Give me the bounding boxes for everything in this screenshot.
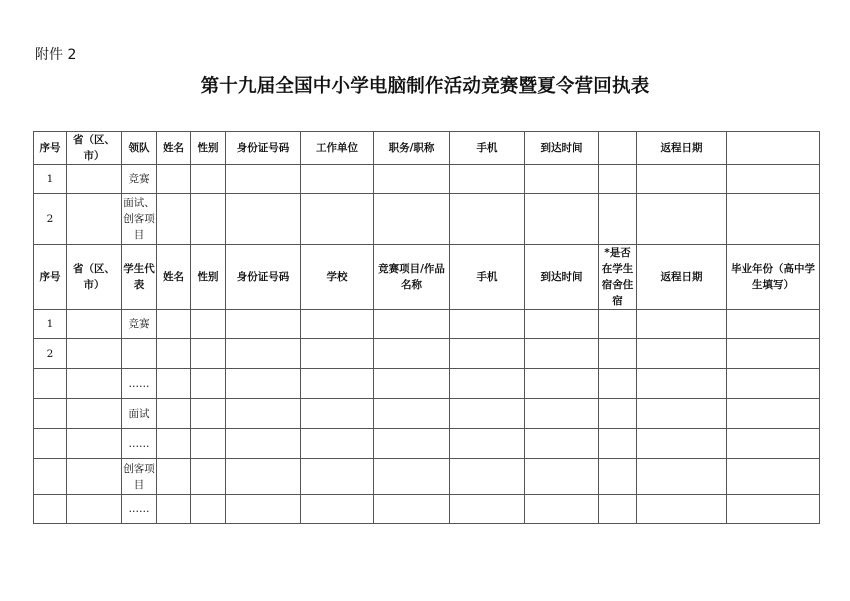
seq-cell: 2 bbox=[34, 194, 67, 245]
id-cell[interactable] bbox=[226, 495, 301, 524]
student-header-row bbox=[34, 245, 820, 310]
header-dorm: *是否在学生宿舍住宿 bbox=[599, 245, 637, 310]
page-title: 第十九届全国中小学电脑制作活动竞赛暨夏令营回执表 bbox=[200, 76, 650, 97]
header-school: 学校 bbox=[301, 245, 374, 310]
return-date-cell[interactable] bbox=[637, 495, 727, 524]
header-gender: 性别 bbox=[191, 245, 226, 310]
seq-cell: 1 bbox=[34, 310, 67, 339]
project-cell[interactable] bbox=[374, 495, 450, 524]
phone-cell[interactable] bbox=[450, 310, 525, 339]
dorm-cell[interactable] bbox=[599, 399, 637, 429]
seq-cell bbox=[34, 399, 67, 429]
project-cell[interactable] bbox=[374, 369, 450, 399]
name-cell[interactable] bbox=[157, 165, 191, 194]
arrival-cell[interactable] bbox=[525, 495, 599, 524]
province-cell[interactable] bbox=[67, 310, 122, 339]
phone-cell[interactable] bbox=[450, 459, 525, 495]
grad-year-cell[interactable] bbox=[727, 339, 820, 369]
arrival-cell[interactable] bbox=[525, 399, 599, 429]
phone-cell[interactable] bbox=[450, 399, 525, 429]
return-date-cell[interactable] bbox=[637, 429, 727, 459]
leader-row bbox=[34, 165, 820, 194]
phone-cell[interactable] bbox=[450, 194, 525, 245]
province-cell[interactable] bbox=[67, 369, 122, 399]
id-cell[interactable] bbox=[226, 310, 301, 339]
position-cell[interactable] bbox=[374, 194, 450, 245]
return-date-cell[interactable] bbox=[637, 339, 727, 369]
project-cell[interactable] bbox=[374, 310, 450, 339]
gender-cell[interactable] bbox=[191, 399, 226, 429]
header-return-date: 返程日期 bbox=[637, 245, 727, 310]
province-cell[interactable] bbox=[67, 429, 122, 459]
gender-cell[interactable] bbox=[191, 339, 226, 369]
student-row bbox=[34, 399, 820, 429]
phone-cell[interactable] bbox=[450, 339, 525, 369]
role-cell: …… bbox=[122, 369, 157, 399]
id-cell[interactable] bbox=[226, 165, 301, 194]
header-id-number: 身份证号码 bbox=[226, 132, 301, 165]
return-date-cell[interactable] bbox=[637, 310, 727, 339]
project-cell[interactable] bbox=[374, 459, 450, 495]
header-id-number: 身份证号码 bbox=[226, 245, 301, 310]
province-cell[interactable] bbox=[67, 339, 122, 369]
role-cell: 创客项目 bbox=[122, 459, 157, 495]
arrival-cell[interactable] bbox=[525, 369, 599, 399]
header-arrival: 到达时间 bbox=[525, 132, 599, 165]
phone-cell[interactable] bbox=[450, 369, 525, 399]
name-cell[interactable] bbox=[157, 194, 191, 245]
reply-form-table bbox=[33, 131, 820, 524]
name-cell[interactable] bbox=[157, 429, 191, 459]
phone-cell[interactable] bbox=[450, 429, 525, 459]
name-cell[interactable] bbox=[157, 339, 191, 369]
school-cell[interactable] bbox=[301, 459, 374, 495]
role-cell: …… bbox=[122, 495, 157, 524]
project-cell[interactable] bbox=[374, 399, 450, 429]
header-extra bbox=[727, 132, 820, 165]
arrival-cell[interactable] bbox=[525, 310, 599, 339]
id-cell[interactable] bbox=[226, 399, 301, 429]
header-blank bbox=[599, 132, 637, 165]
gender-cell[interactable] bbox=[191, 310, 226, 339]
arrival-cell[interactable] bbox=[525, 429, 599, 459]
seq-cell bbox=[34, 459, 67, 495]
dorm-cell[interactable] bbox=[599, 429, 637, 459]
school-cell[interactable] bbox=[301, 495, 374, 524]
blank-cell[interactable] bbox=[599, 194, 637, 245]
header-name: 姓名 bbox=[157, 245, 191, 310]
gender-cell[interactable] bbox=[191, 429, 226, 459]
grad-year-cell[interactable] bbox=[727, 369, 820, 399]
arrival-cell[interactable] bbox=[525, 165, 599, 194]
arrival-cell[interactable] bbox=[525, 339, 599, 369]
role-cell bbox=[122, 339, 157, 369]
extra-cell[interactable] bbox=[727, 165, 820, 194]
name-cell[interactable] bbox=[157, 399, 191, 429]
seq-cell bbox=[34, 495, 67, 524]
blank-cell[interactable] bbox=[599, 165, 637, 194]
student-row bbox=[34, 339, 820, 369]
arrival-cell[interactable] bbox=[525, 459, 599, 495]
phone-cell[interactable] bbox=[450, 495, 525, 524]
name-cell[interactable] bbox=[157, 369, 191, 399]
header-arrival: 到达时间 bbox=[525, 245, 599, 310]
work-unit-cell[interactable] bbox=[301, 194, 374, 245]
leader-header-row bbox=[34, 132, 820, 165]
header-name: 姓名 bbox=[157, 132, 191, 165]
gender-cell[interactable] bbox=[191, 165, 226, 194]
header-work-unit: 工作单位 bbox=[301, 132, 374, 165]
student-row bbox=[34, 369, 820, 399]
province-cell[interactable] bbox=[67, 495, 122, 524]
role-cell: 面试、创客项目 bbox=[122, 194, 157, 245]
arrival-cell[interactable] bbox=[525, 194, 599, 245]
header-phone: 手机 bbox=[450, 132, 525, 165]
dorm-cell[interactable] bbox=[599, 495, 637, 524]
gender-cell[interactable] bbox=[191, 495, 226, 524]
province-cell[interactable] bbox=[67, 459, 122, 495]
project-cell[interactable] bbox=[374, 339, 450, 369]
header-student-rep: 学生代表 bbox=[122, 245, 157, 310]
position-cell[interactable] bbox=[374, 165, 450, 194]
return-date-cell[interactable] bbox=[637, 459, 727, 495]
grad-year-cell[interactable] bbox=[727, 429, 820, 459]
grad-year-cell[interactable] bbox=[727, 459, 820, 495]
dorm-cell[interactable] bbox=[599, 310, 637, 339]
student-row bbox=[34, 429, 820, 459]
seq-cell: 2 bbox=[34, 339, 67, 369]
return-date-cell[interactable] bbox=[637, 165, 727, 194]
header-project: 竞赛项目/作品名称 bbox=[374, 245, 450, 310]
header-seq: 序号 bbox=[34, 132, 67, 165]
extra-cell[interactable] bbox=[727, 194, 820, 245]
header-province: 省（区、市） bbox=[67, 132, 122, 165]
return-date-cell[interactable] bbox=[637, 399, 727, 429]
gender-cell[interactable] bbox=[191, 194, 226, 245]
school-cell[interactable] bbox=[301, 339, 374, 369]
work-unit-cell[interactable] bbox=[301, 165, 374, 194]
role-cell: 竞赛 bbox=[122, 310, 157, 339]
grad-year-cell[interactable] bbox=[727, 310, 820, 339]
province-cell[interactable] bbox=[67, 194, 122, 245]
id-cell[interactable] bbox=[226, 194, 301, 245]
school-cell[interactable] bbox=[301, 369, 374, 399]
seq-cell: 1 bbox=[34, 165, 67, 194]
student-row bbox=[34, 310, 820, 339]
role-cell: …… bbox=[122, 429, 157, 459]
id-cell[interactable] bbox=[226, 429, 301, 459]
school-cell[interactable] bbox=[301, 429, 374, 459]
return-date-cell[interactable] bbox=[637, 194, 727, 245]
grad-year-cell[interactable] bbox=[727, 495, 820, 524]
name-cell[interactable] bbox=[157, 459, 191, 495]
header-leader: 领队 bbox=[122, 132, 157, 165]
header-gender: 性别 bbox=[191, 132, 226, 165]
grad-year-cell[interactable] bbox=[727, 399, 820, 429]
leader-row bbox=[34, 194, 820, 245]
name-cell[interactable] bbox=[157, 310, 191, 339]
id-cell[interactable] bbox=[226, 339, 301, 369]
header-province: 省（区、市） bbox=[67, 245, 122, 310]
header-seq: 序号 bbox=[34, 245, 67, 310]
header-grad-year: 毕业年份（高中学生填写） bbox=[727, 245, 820, 310]
name-cell[interactable] bbox=[157, 495, 191, 524]
return-date-cell[interactable] bbox=[637, 369, 727, 399]
id-cell[interactable] bbox=[226, 459, 301, 495]
header-phone: 手机 bbox=[450, 245, 525, 310]
role-cell: 竞赛 bbox=[122, 165, 157, 194]
dorm-cell[interactable] bbox=[599, 369, 637, 399]
student-row bbox=[34, 459, 820, 495]
phone-cell[interactable] bbox=[450, 165, 525, 194]
gender-cell[interactable] bbox=[191, 459, 226, 495]
province-cell[interactable] bbox=[67, 165, 122, 194]
attachment-label: 附件 2 bbox=[35, 47, 77, 63]
province-cell[interactable] bbox=[67, 399, 122, 429]
gender-cell[interactable] bbox=[191, 369, 226, 399]
header-position: 职务/职称 bbox=[374, 132, 450, 165]
role-cell: 面试 bbox=[122, 399, 157, 429]
id-cell[interactable] bbox=[226, 369, 301, 399]
seq-cell bbox=[34, 429, 67, 459]
school-cell[interactable] bbox=[301, 310, 374, 339]
seq-cell bbox=[34, 369, 67, 399]
project-cell[interactable] bbox=[374, 429, 450, 459]
dorm-cell[interactable] bbox=[599, 339, 637, 369]
school-cell[interactable] bbox=[301, 399, 374, 429]
dorm-cell[interactable] bbox=[599, 459, 637, 495]
header-return-date: 返程日期 bbox=[637, 132, 727, 165]
student-row bbox=[34, 495, 820, 524]
